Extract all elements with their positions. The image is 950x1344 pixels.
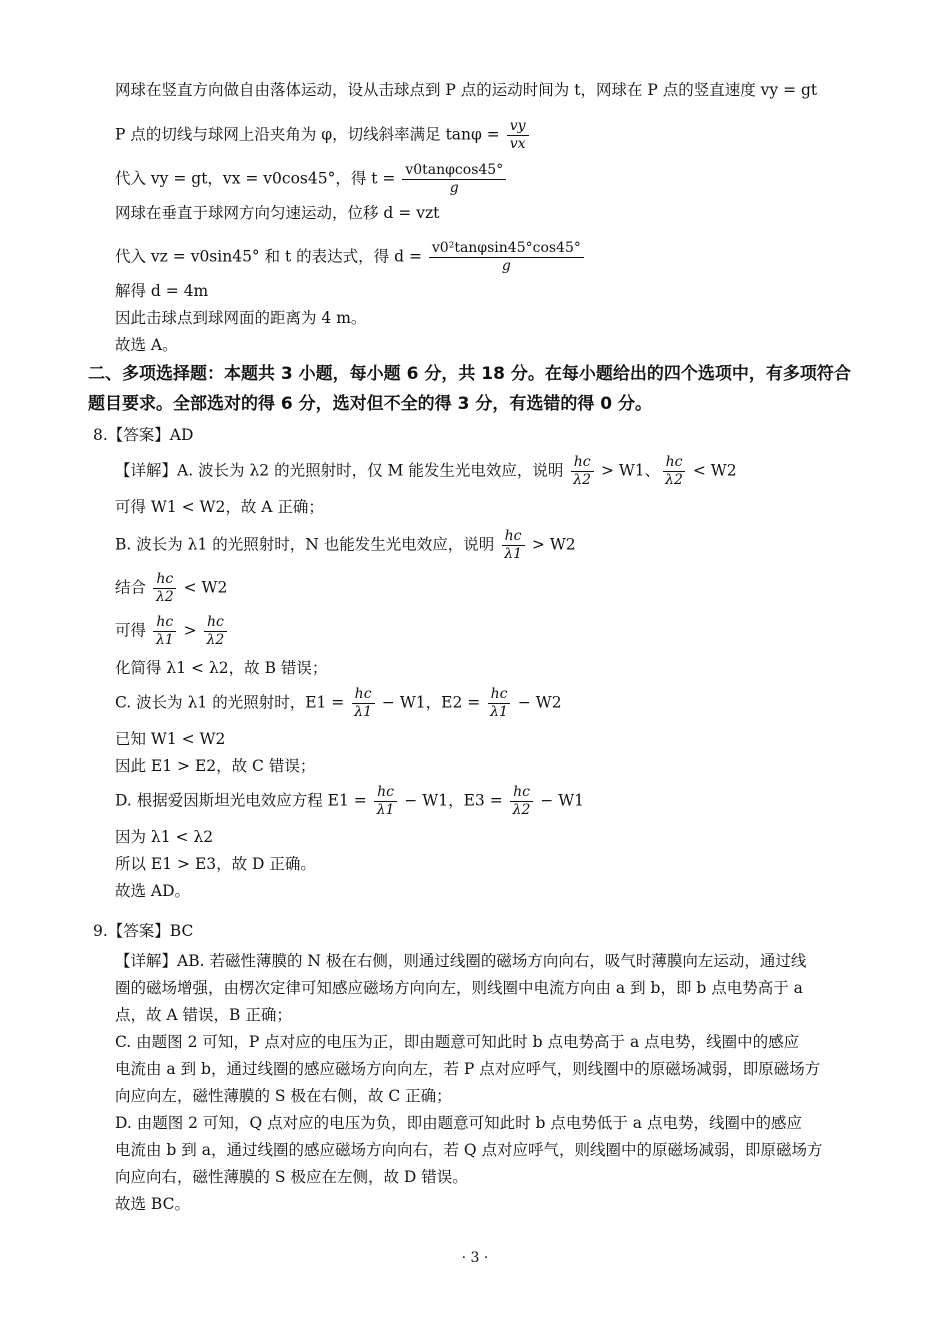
text-line: 【详解】A. 波长为 λ2 的光照射时，仅 M 能发生光电效应，说明 $\frac{hc}{\lambda 2}$ > W1、 $\frac{hc}{\lambda 2}$ < W2: [115, 454, 737, 488]
text-line: 化简得 λ1 < λ2，故 B 错误；: [115, 659, 328, 677]
text-line: 电流由 a 到 b，通过线圈的感应磁场方向向左，若 P 点对应呼气，则线圈中的原磁场减弱，即原磁场方: [115, 1060, 821, 1078]
text-line: 【详解】AB. 若磁性薄膜的 N 极在右侧，则通过线圈的磁场方向向右，吸气时薄膜向左运动，通过线: [115, 952, 807, 970]
text-line: 因为 λ1 < λ2: [115, 828, 214, 846]
fraction: $\frac{\text{v0²tanφsin45°cos45°}}{g}$: [429, 240, 584, 275]
text-line: 因此击球点到球网面的距离为 4 m。: [115, 309, 367, 327]
text-line: 故选 AD。: [115, 882, 191, 900]
text-line: C. 由题图 2 可知，P 点对应的电压为正，即由题意可知此时 b 点电势高于 a 点电势，线圈中的感应: [115, 1033, 800, 1051]
text-line: 结合 $\frac{hc}{\lambda 2}$ < W2: [115, 571, 228, 605]
text-line: B. 波长为 λ1 的光照射时，N 也能发生光电效应，说明 $\frac{hc}{\lambda 1}$ > W2: [115, 528, 576, 562]
answer-label: 8.【答案】AD: [93, 426, 194, 444]
text-line: 故选 A。: [115, 336, 178, 354]
text-line: 所以 E1 > E3，故 D 正确。: [115, 855, 316, 873]
text-line: 已知 W1 < W2: [115, 730, 226, 748]
text-line: C. 波长为 λ1 的光照射时，E1 = $\frac{hc}{\lambda 1}$ − W1，E2 = $\frac{hc}{\lambda 1}$ − W2: [115, 686, 562, 720]
text-line: 网球在竖直方向做自由落体运动，设从击球点到 P 点的运动时间为 t，网球在 P 点的竖直速度 vy = gt: [115, 81, 818, 99]
text-line: 因此 E1 > E2，故 C 错误；: [115, 757, 316, 775]
section-heading: 题目要求。全部选对的得 6 分，选对但不全的得 3 分，有选错的得 0 分。: [88, 394, 652, 414]
text-line: 向应向左，磁性薄膜的 S 极在右侧，故 C 正确；: [115, 1087, 452, 1105]
text-line: 可得 $\frac{hc}{\lambda 1}$ > $\frac{hc}{\lambda 2}$: [115, 614, 229, 649]
text-line: 电流由 b 到 a，通过线圈的感应磁场方向向右，若 Q 点对应呼气，则线圈中的原磁场减弱，即原磁场方: [115, 1141, 823, 1159]
page-number: · 3 ·: [461, 1250, 489, 1266]
text-line: 解得 d = 4m: [115, 282, 209, 300]
fraction: $\frac{v0\tan\varphi\cos 45^\circ}{g}$: [402, 162, 506, 197]
section-heading: 二、多项选择题：本题共 3 小题，每小题 6 分，共 18 分。在每小题给出的四个选项中，有多项符合: [88, 364, 851, 384]
answer-label: 9.【答案】BC: [93, 922, 194, 940]
text-line: 向应向右，磁性薄膜的 S 极应在左侧，故 D 错误。: [115, 1168, 468, 1186]
text-line: 网球在垂直于球网方向匀速运动，位移 d = vzt: [115, 204, 440, 222]
text-line: D. 根据爱因斯坦光电效应方程 E1 = $\frac{hc}{\lambda 1}$ − W1，E3 = $\frac{hc}{\lambda 2}$ − W1: [115, 784, 585, 818]
text-line: 可得 W1 < W2，故 A 正确；: [115, 498, 324, 516]
text-line: 圈的磁场增强，由楞次定律可知感应磁场方向向左，则线圈中电流方向由 a 到 b，即 b 点电势高于 a: [115, 979, 803, 997]
text-line: D. 由题图 2 可知，Q 点对应的电压为负，即由题意可知此时 b 点电势低于 a 点电势，线圈中的感应: [115, 1114, 802, 1132]
text-line: 代入 vy = gt，vx = v0cos45°，得 t = $\frac{v0\tan\varphi\cos 45^\circ}{g}$: [115, 162, 508, 197]
text-line: 故选 BC。: [115, 1195, 190, 1213]
text-line: 代入 vz = v0sin45° 和 t 的表达式，得 d = $\frac{\text{v0²tanφsin45°cos45°}}{g}$: [115, 240, 586, 275]
text-line: 点，故 A 错误，B 正确；: [115, 1006, 292, 1024]
fraction: $\frac{vy}{vx}$: [507, 118, 529, 153]
text-line: P 点的切线与球网上沿夹角为 φ，切线斜率满足 tanφ = $\frac{vy}{vx}$: [115, 118, 531, 153]
